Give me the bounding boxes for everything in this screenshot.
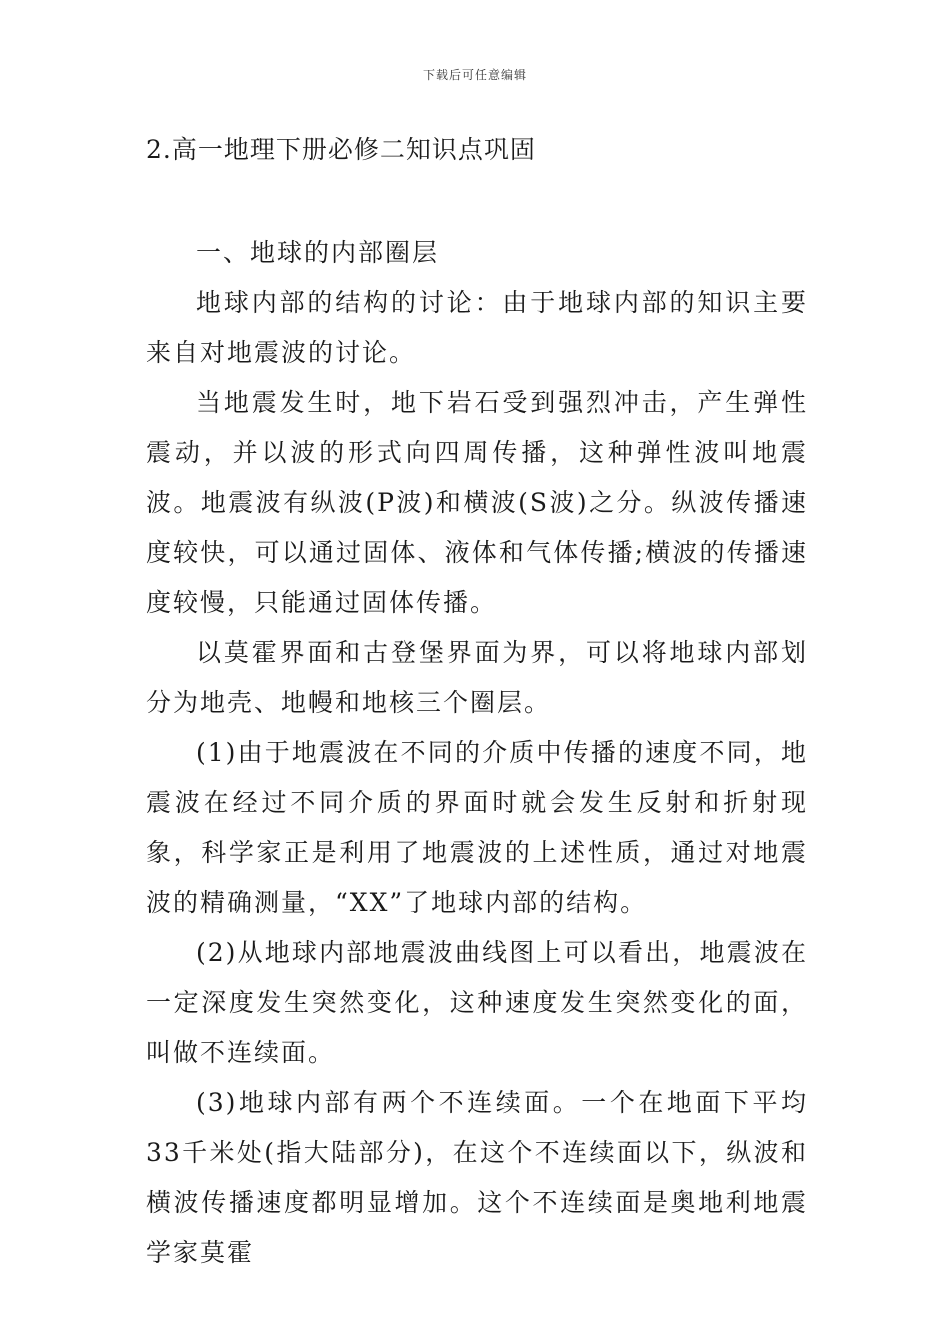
paragraph: (3)地球内部有两个不连续面。一个在地面下平均33千米处(指大陆部分)，在这个不连续面以下，纵波和横波传播速度都明显增加。这个不连续面是奥地利地震学家莫霍 <box>146 1088 808 1267</box>
paragraph: 地球内部的结构的讨论：由于地球内部的知识主要来自对地震波的讨论。 <box>146 288 808 367</box>
paragraph: 以莫霍界面和古登堡界面为界，可以将地球内部划分为地壳、地幔和地核三个圈层。 <box>146 638 808 717</box>
section-heading: 一、地球的内部圈层 <box>196 238 440 267</box>
document-title: 2.高一地理下册必修二知识点巩固 <box>146 135 536 164</box>
paragraph: (2)从地球内部地震波曲线图上可以看出，地震波在一定深度发生突然变化，这种速度发生突然变化的面，叫做不连续面。 <box>146 938 808 1067</box>
paragraph: (1)由于地震波在不同的介质中传播的速度不同，地震波在经过不同介质的界面时就会发生反射和折射现象，科学家正是利用了地震波的上述性质，通过对地震波的精确测量，“XX”了地球内部的结构。 <box>146 738 808 917</box>
page-header-note: 下载后可任意编辑 <box>422 68 527 82</box>
paragraph: 当地震发生时，地下岩石受到强烈冲击，产生弹性震动，并以波的形式向四周传播，这种弹性波叫地震波。地震波有纵波(P波)和横波(S波)之分。纵波传播速度较快，可以通过固体、液体和气体传播;横波的传播速度较慢，只能通过固体传播。 <box>146 388 808 617</box>
document-body <box>146 228 808 1278</box>
